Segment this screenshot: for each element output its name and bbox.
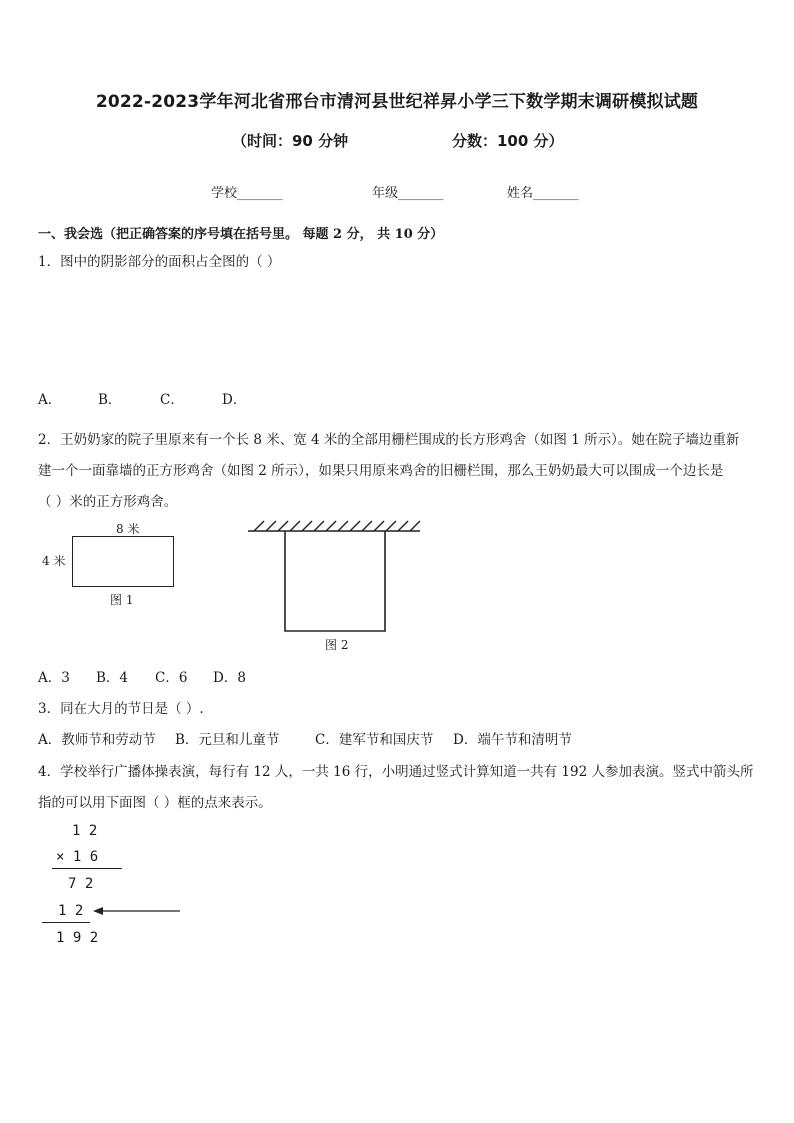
calc-rule-1	[52, 868, 122, 869]
question-1-text: 1．图中的阴影部分的面积占全图的（ ）	[38, 254, 281, 270]
calc-multiplier: × 1 6	[56, 849, 99, 865]
calc-rule-2	[42, 922, 90, 923]
q3-option-d[interactable]: D．端午节和清明节	[453, 732, 572, 748]
fig1-caption: 图 1	[110, 593, 134, 607]
fig2-square	[285, 531, 385, 631]
wall-hatch	[248, 521, 420, 531]
fig2-caption: 图 2	[325, 638, 349, 652]
calc-result: 1 9 2	[56, 930, 99, 946]
q1-option-c[interactable]: C．	[160, 392, 184, 408]
q2-option-c[interactable]: C．6	[155, 670, 188, 686]
page-title: 2022-2023学年河北省邢台市清河县世纪祥昇小学三下数学期末调研模拟试题	[95, 92, 699, 112]
calc-partial-2: 1 2	[58, 903, 84, 919]
name-field[interactable]: 姓名_______	[507, 186, 579, 201]
question-3-text: 3．同在大月的节日是（ ）.	[38, 701, 204, 717]
question-2-line-3: （ ）米的正方形鸡舍。	[38, 494, 178, 510]
question-2-line-2: 建一个一面靠墙的正方形鸡舍（如图 2 所示），如果只用原来鸡舍的旧栅栏围，那么王奶奶最大可以围成一个边长是	[38, 463, 724, 479]
calc-multiplicand: 1 2	[72, 823, 98, 839]
question-2-line-1: 2．王奶奶家的院子里原来有一个长 8 米、宽 4 米的全部用栅栏围成的长方形鸡舍（如图 1 所示）。她在院子墙边重新	[38, 432, 740, 448]
q3-option-b[interactable]: B．元旦和儿童节	[175, 732, 280, 748]
exam-score: 分数：100 分）	[452, 132, 564, 150]
q3-option-c[interactable]: C．建军节和国庆节	[315, 732, 434, 748]
grade-field[interactable]: 年级_______	[372, 186, 444, 201]
q3-option-a[interactable]: A．教师节和劳动节	[38, 732, 156, 748]
arrow-icon	[92, 904, 184, 918]
section-heading: 一、我会选（把正确答案的序号填在括号里。 每题 2 分， 共 10 分）	[38, 227, 444, 242]
q2-option-b[interactable]: B．4	[96, 670, 129, 686]
school-field[interactable]: 学校_______	[211, 186, 283, 201]
exam-time: （时间：90 分钟	[232, 132, 349, 150]
q2-option-d[interactable]: D．8	[213, 670, 246, 686]
q1-option-d[interactable]: D．	[222, 392, 247, 408]
calc-partial-1: 7 2	[68, 876, 94, 892]
q1-option-a[interactable]: A．	[38, 392, 62, 408]
question-4-line-1: 4．学校举行广播体操表演，每行有 12 人，一共 16 行，小明通过竖式计算知道一共有 192 人参加表演。竖式中箭头所	[38, 764, 754, 780]
question-4-line-2: 指的可以用下面图（ ）框的点来表示。	[38, 795, 272, 811]
q1-option-b[interactable]: B．	[98, 392, 122, 408]
fig1-width-label: 4 米	[42, 554, 66, 568]
fig2-diagram	[244, 518, 424, 638]
q2-option-a[interactable]: A．3	[38, 670, 70, 686]
fig1-length-label: 8 米	[116, 522, 140, 536]
fig1-rectangle	[72, 536, 174, 587]
